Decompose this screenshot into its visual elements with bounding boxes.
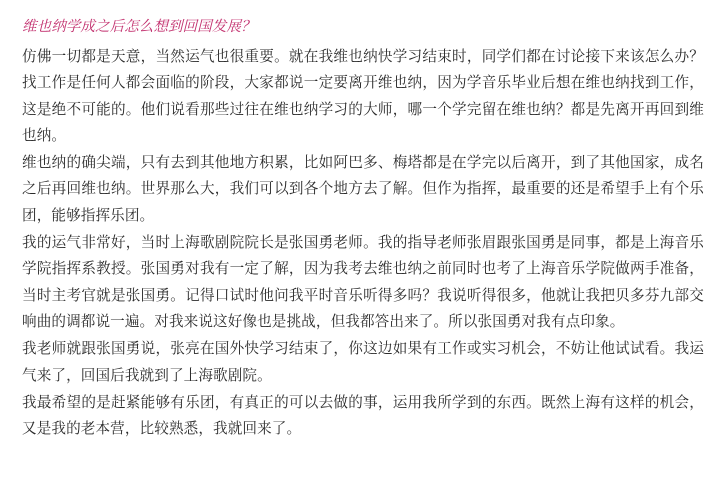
interview-question: 维也纳学成之后怎么想到回国发展？ xyxy=(22,18,256,35)
answer-paragraph-4: 我老师就跟张国勇说，张亮在国外快学习结束了，你这边如果有工作或实习机会，不妨让他试试看。我运气来了，回国后我就到了上海歌剧院。 xyxy=(22,340,704,384)
answer-paragraph-5: 我最希望的是赶紧能够有乐团，有真正的可以去做的事，运用我所学到的东西。既然上海有这样的机会，又是我的老本营，比较熟悉，我就回来了。 xyxy=(22,393,704,438)
article xyxy=(22,14,704,443)
answer-paragraph-1: 仿佛一切都是天意，当然运气也很重要。就在我维也纳快学习结束时，同学们都在讨论接下来该怎么办？找工作是任何人都会面临的阶段，大家都说一定要离开维也纳，因为学音乐毕业后想在维也纳找到工作，这是绝不可能的。他们说看那些过往在维也纳学习的大师，哪一个学完留在维也纳？都是先离开再回到维也纳。 xyxy=(22,48,704,144)
answer-paragraph-3: 我的运气非常好，当时上海歌剧院院长是张国勇老师。我的指导老师张眉跟张国勇是同事，都是上海音乐学院指挥系教授。张国勇对我有一定了解，因为我考去维也纳之前同时也考了上海音乐学院做两手准备，当时主考官就是张国勇。记得口试时他问我平时音乐听得多吗？我说听得很多，他就让我把贝多芬九部交响曲的调都说一遍。对我来说这好像也是挑战，但我都答出来了。所以张国勇对我有点印象。 xyxy=(22,234,704,330)
answer-paragraph-2: 维也纳的确尖端，只有去到其他地方积累，比如阿巴多、梅塔都是在学完以后离开，到了其他国家，成名之后再回维也纳。世界那么大，我们可以到各个地方去了解。但作为指挥，最重要的还是希望手上有个乐团，能够指挥乐团。 xyxy=(22,154,704,224)
